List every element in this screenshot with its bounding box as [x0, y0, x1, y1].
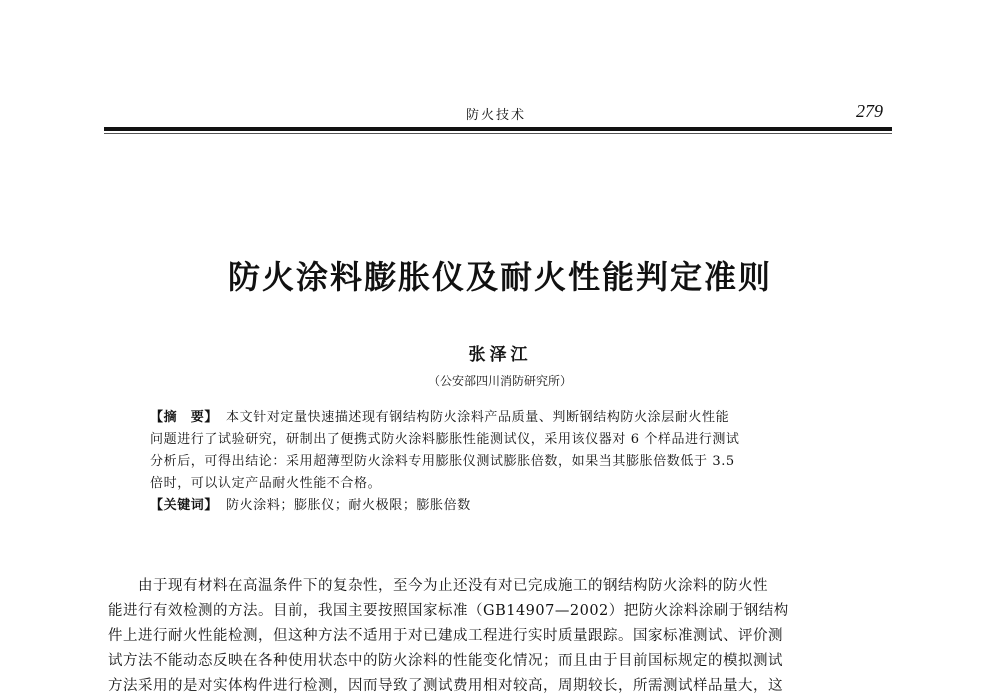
running-head: 防火技术 — [466, 108, 527, 123]
body-line-5: 方法采用的是对实体构件进行检测，因而导致了测试费用相对较高，周期较长，所需测试样品量大，这 — [108, 678, 783, 694]
abstract-text-line-2: 问题进行了试验研究，研制出了便携式防火涂料膨胀性能测试仪，采用该仪器对 6 个样品进行测试 — [150, 432, 740, 447]
header-rule-thin — [104, 133, 892, 134]
body-line-2: 能进行有效检测的方法。目前，我国主要按照国家标准（GB14907—2002）把防火涂料涂刷于钢结构 — [108, 603, 789, 619]
abstract-text-line-3: 分析后，可得出结论：采用超薄型防火涂料专用膨胀仪测试膨胀倍数，如果当其膨胀倍数低于 3.5 — [150, 454, 735, 469]
keywords-label: 【关键词】 — [150, 498, 219, 513]
author-affiliation: （公安部四川消防研究所） — [427, 374, 572, 388]
header-rule-thick — [104, 127, 892, 131]
body-line-3: 件上进行耐火性能检测，但这种方法不适用于对已建成工程进行实时质量跟踪。国家标准测试、评价测 — [108, 628, 783, 644]
abstract-text-line-1: 本文针对定量快速描述现有钢结构防火涂料产品质量、判断钢结构防火涂层耐火性能 — [226, 410, 730, 425]
abstract-text-line-4: 倍时，可以认定产品耐火性能不合格。 — [150, 476, 382, 491]
body-line-1: 由于现有材料在高温条件下的复杂性，至今为止还没有对已完成施工的钢结构防火涂料的防火性 — [138, 578, 768, 594]
paper-title: 防火涂料膨胀仪及耐火性能判定准则 — [227, 258, 772, 296]
body-text — [108, 574, 898, 694]
author-name: 张泽江 — [468, 345, 532, 365]
abstract-line — [150, 407, 850, 429]
keywords-text: 防火涂料；膨胀仪；耐火极限；膨胀倍数 — [226, 498, 471, 513]
abstract-label: 【摘 要】 — [150, 410, 219, 425]
abstract-section — [150, 407, 850, 517]
body-line-4: 试方法不能动态反映在各种使用状态中的防火涂料的性能变化情况；而且由于目前国标规定的模拟测试 — [108, 653, 783, 669]
page-number: 279 — [856, 101, 883, 121]
keywords-line — [150, 495, 850, 517]
